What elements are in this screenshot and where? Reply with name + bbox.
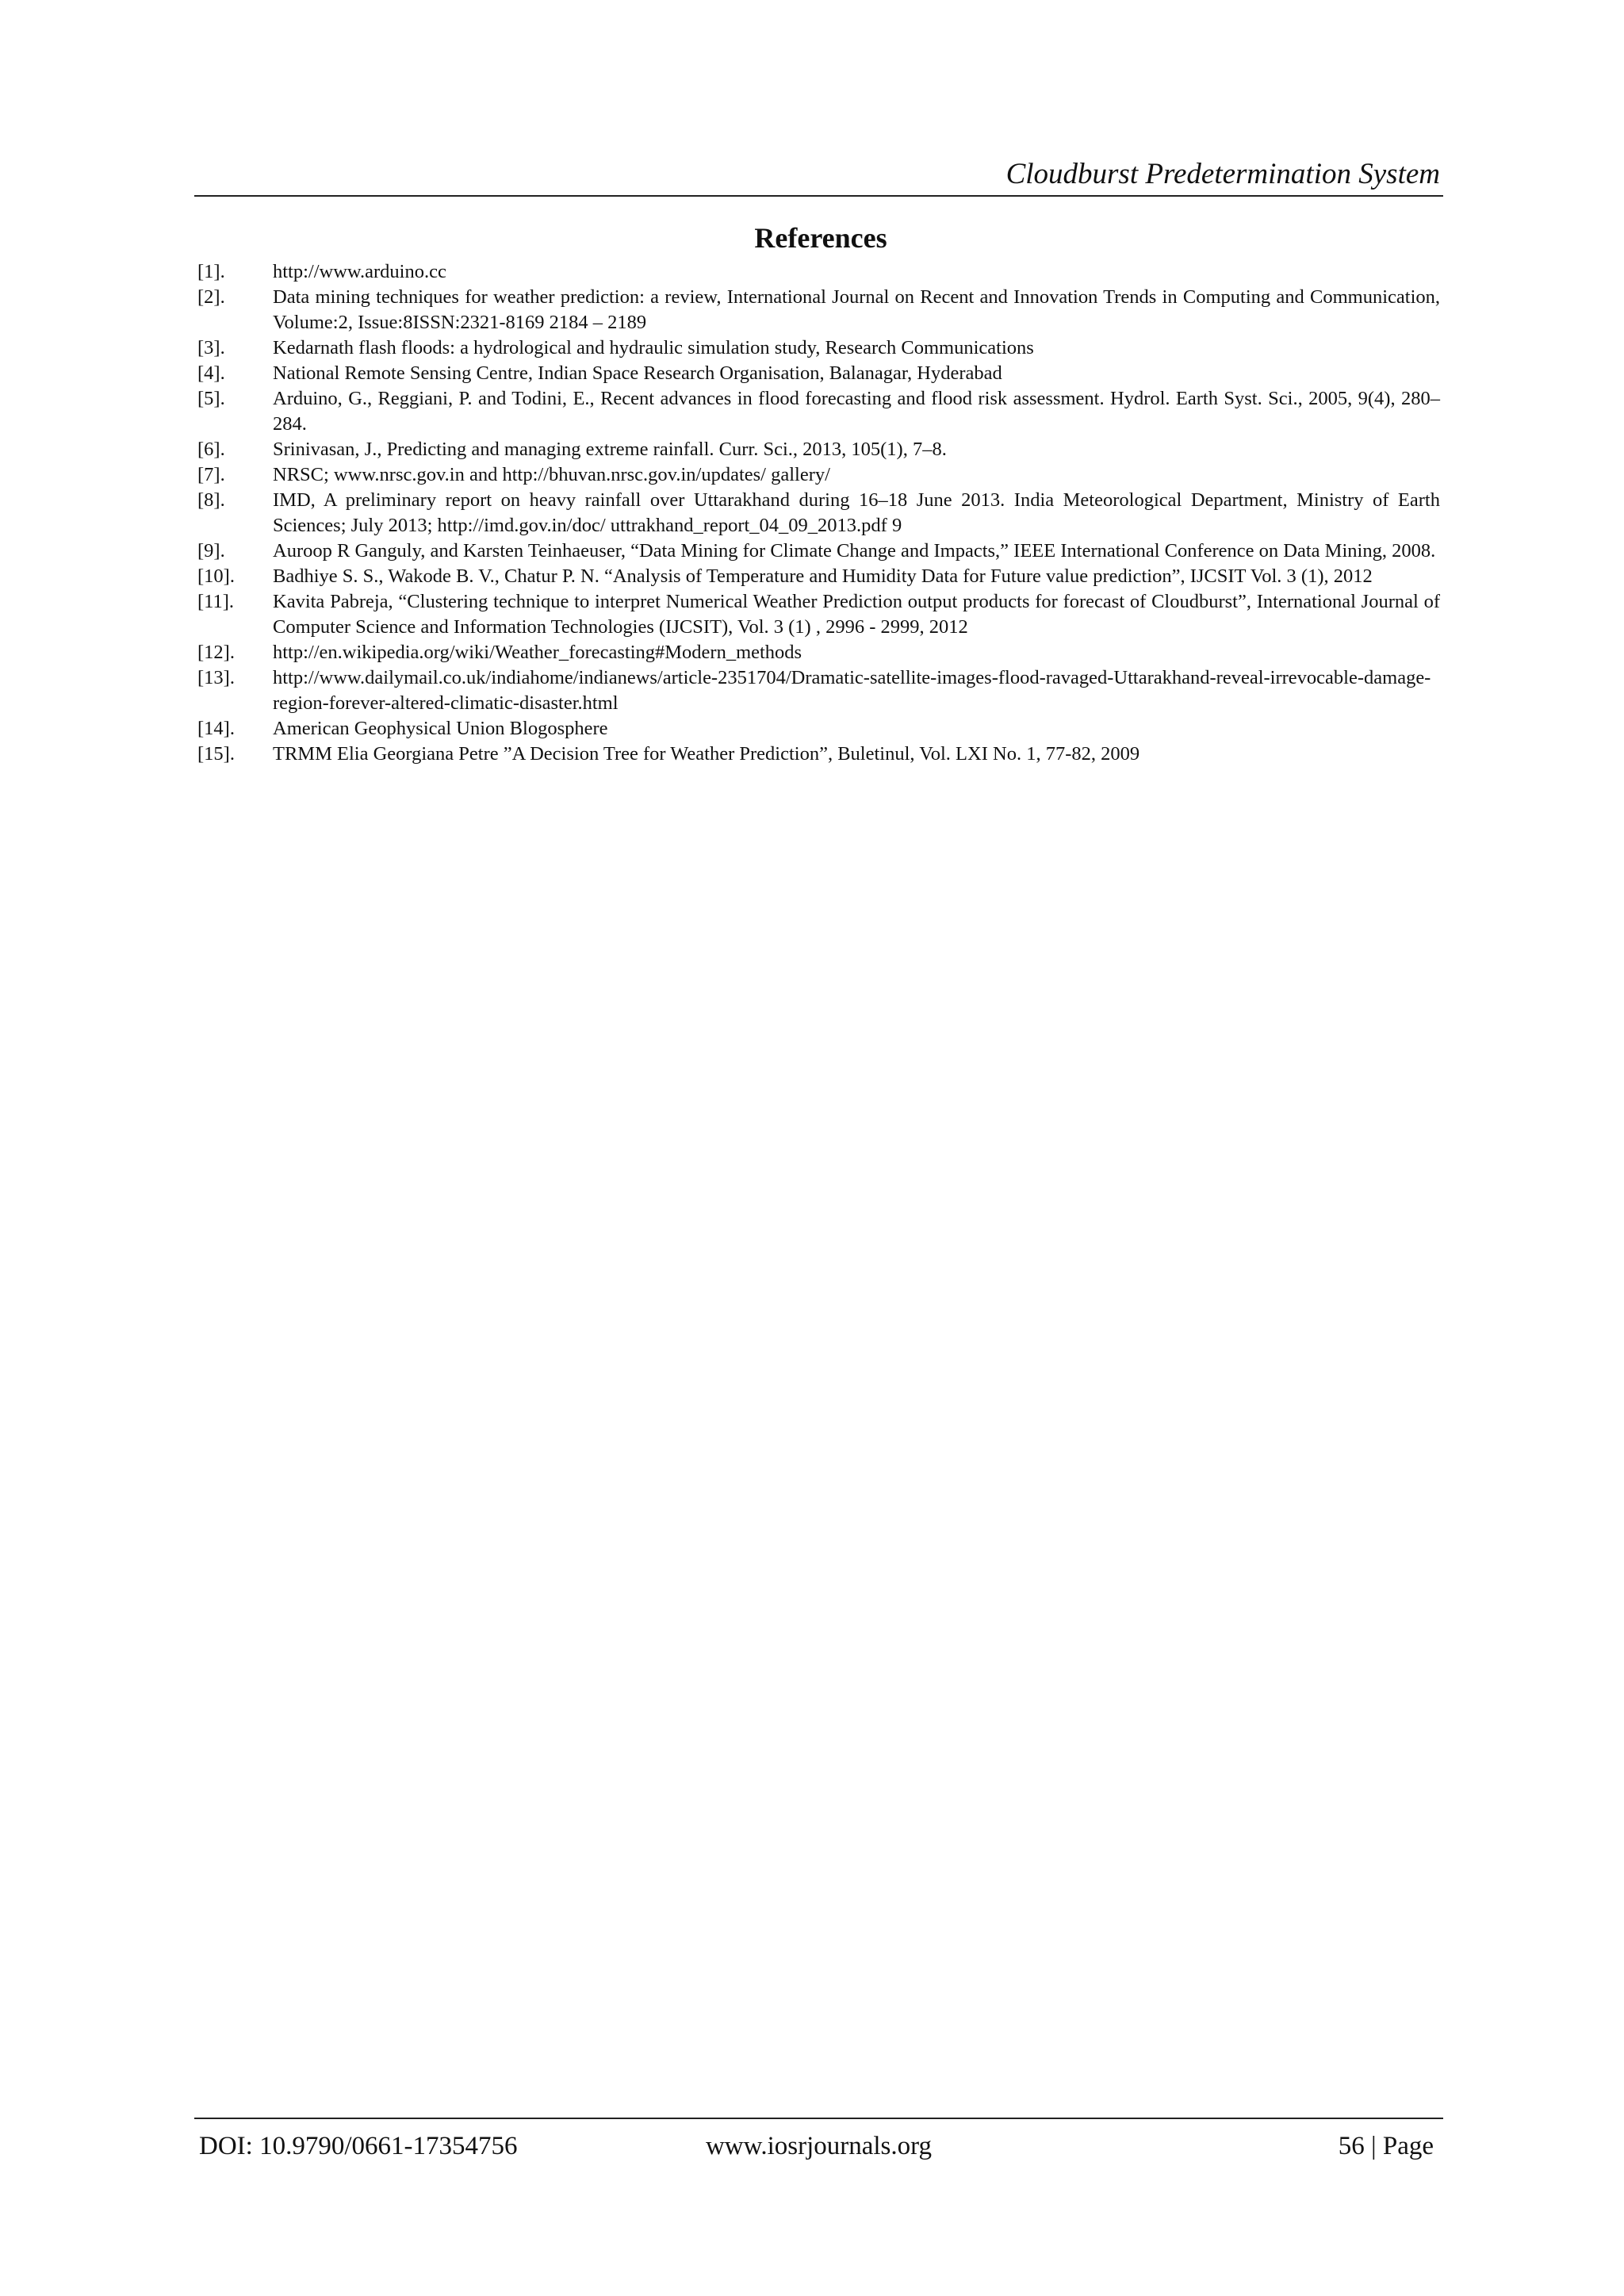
reference-number: [6]. <box>197 439 225 460</box>
reference-item <box>197 640 1440 665</box>
reference-text: NRSC; www.nrsc.gov.in and http://bhuvan.nrsc.gov.in/updates/ gallery/ <box>273 464 830 485</box>
reference-item <box>197 564 1440 589</box>
reference-text: Badhiye S. S., Wakode B. V., Chatur P. N. “Analysis of Temperature and Humidity Data for Future value prediction”, IJCSIT Vol. 3 (1), 2012 <box>273 565 1373 587</box>
reference-item <box>197 361 1440 386</box>
reference-item <box>197 259 1440 285</box>
reference-number: [3]. <box>197 337 225 358</box>
reference-item <box>197 437 1440 462</box>
page-footer <box>194 2118 1443 2167</box>
reference-item <box>197 462 1440 488</box>
reference-number: [9]. <box>197 540 225 562</box>
reference-text: Arduino, G., Reggiani, P. and Todini, E., Recent advances in flood forecasting and flood risk assessment. Hydrol. Earth Syst. Sci., 2005, 9(4), 280–284. <box>273 388 1440 435</box>
reference-number: [13]. <box>197 667 235 688</box>
reference-text: Kavita Pabreja, “Clustering technique to interpret Numerical Weather Prediction output products for forecast of Cloudburst”, International Journal of Computer Science and Information Technologies (IJCSIT), Vol. 3 (1) , 2996 - 2999, 2012 <box>273 591 1440 638</box>
reference-item <box>197 285 1440 335</box>
reference-text: Data mining techniques for weather prediction: a review, International Journal on Recent and Innovation Trends in Computing and Communication, Volume:2, Issue:8ISSN:2321-8169 2184 – 2189 <box>273 286 1440 333</box>
reference-item <box>197 742 1440 767</box>
footer-doi: DOI: 10.9790/0661-17354756 <box>199 2132 518 2160</box>
reference-number: [2]. <box>197 286 225 308</box>
reference-text: http://en.wikipedia.org/wiki/Weather_forecasting#Modern_methods <box>273 642 802 663</box>
reference-text: http://www.arduino.cc <box>273 261 446 282</box>
reference-number: [15]. <box>197 743 235 765</box>
reference-number: [12]. <box>197 642 235 663</box>
reference-text: Auroop R Ganguly, and Karsten Teinhaeuser, “Data Mining for Climate Change and Impacts,” IEEE International Conference on Data Mining, 2008. <box>273 540 1436 562</box>
reference-number: [4]. <box>197 362 225 384</box>
reference-item <box>197 665 1440 716</box>
reference-text: Srinivasan, J., Predicting and managing extreme rainfall. Curr. Sci., 2013, 105(1), 7–8. <box>273 439 947 460</box>
reference-item <box>197 386 1440 437</box>
reference-number: [14]. <box>197 718 235 739</box>
footer-website: www.iosrjournals.org <box>705 2132 933 2160</box>
reference-number: [10]. <box>197 565 235 587</box>
reference-item <box>197 716 1440 742</box>
footer-page-number: 56 | Page <box>1338 2132 1434 2160</box>
reference-number: [1]. <box>197 261 225 282</box>
reference-text: American Geophysical Union Blogosphere <box>273 718 608 739</box>
reference-text: IMD, A preliminary report on heavy rainfall over Uttarakhand during 16–18 June 2013. India Meteorological Department, Ministry of Earth Sciences; July 2013; http://imd.gov.in/doc/ uttrakhand_report_04_09_2013.pdf 9 <box>273 489 1440 536</box>
reference-item <box>197 335 1440 361</box>
reference-text: National Remote Sensing Centre, Indian Space Research Organisation, Balanagar, Hyderabad <box>273 362 1002 384</box>
reference-number: [5]. <box>197 388 225 409</box>
reference-item <box>197 589 1440 640</box>
reference-item <box>197 488 1440 539</box>
references-heading: References <box>754 222 887 254</box>
reference-number: [11]. <box>197 591 235 612</box>
reference-number: [8]. <box>197 489 225 511</box>
reference-item <box>197 539 1440 564</box>
reference-text: TRMM Elia Georgiana Petre ”A Decision Tree for Weather Prediction”, Buletinul, Vol. LXI No. 1, 77-82, 2009 <box>273 743 1140 765</box>
running-title: Cloudburst Predetermination System <box>1005 158 1440 190</box>
reference-number: [7]. <box>197 464 225 485</box>
reference-text: http://www.dailymail.co.uk/indiahome/indianews/article-2351704/Dramatic-satellite-images-flood-ravaged-Uttarakhand-reveal-irrevocable-damage-region-forever-altered-climatic-disaster.html <box>273 667 1431 714</box>
reference-text: Kedarnath flash floods: a hydrological and hydraulic simulation study, Research Communications <box>273 337 1034 358</box>
reference-list <box>197 259 1440 767</box>
running-header <box>194 152 1443 197</box>
